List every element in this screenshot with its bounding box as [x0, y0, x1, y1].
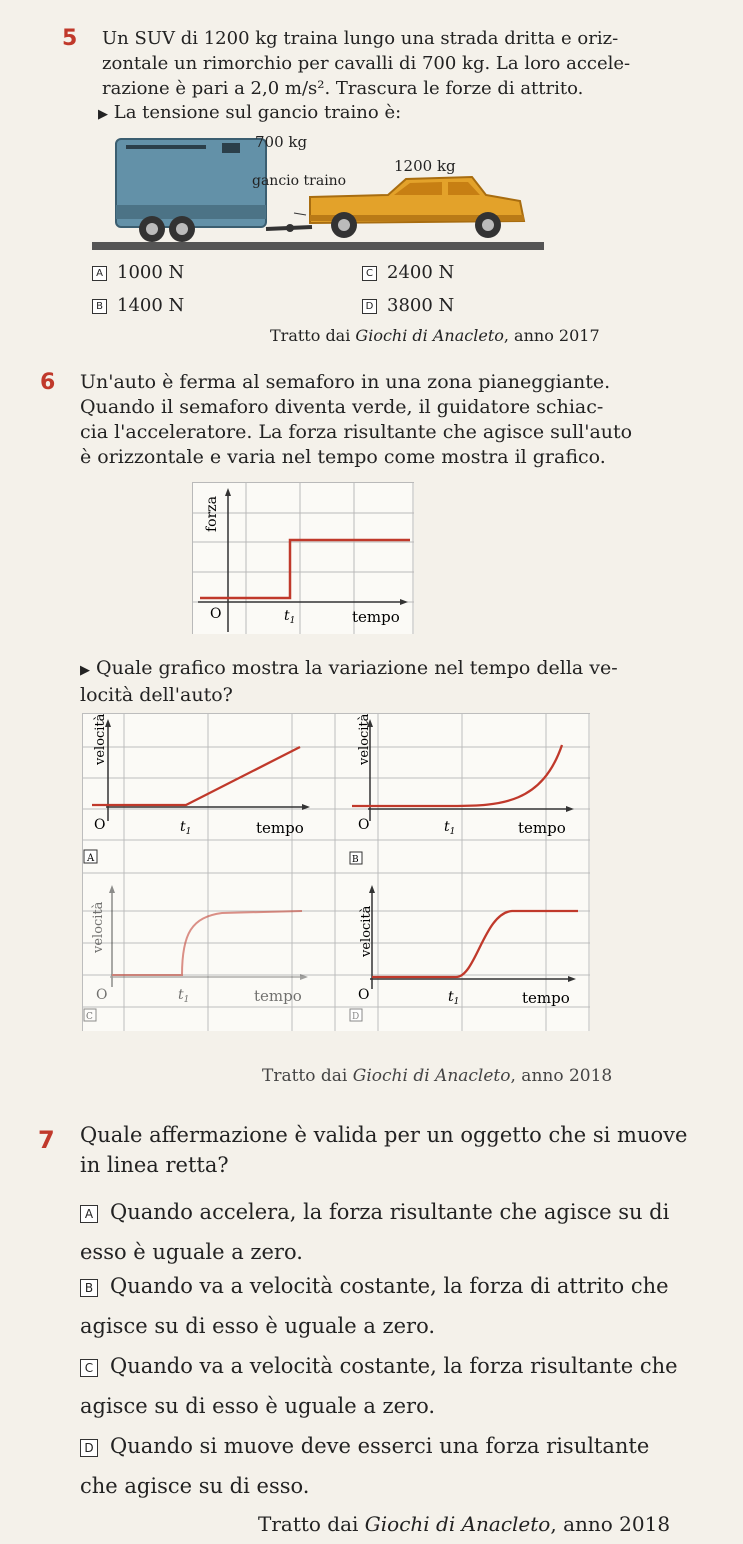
option-text: Quando accelera, la forza risultante che agisce su di: [110, 1200, 670, 1224]
option-text: 2400 N: [387, 262, 455, 283]
source-prefix: Tratto dai: [262, 1066, 353, 1086]
t1-label: $t_1$: [178, 987, 190, 1005]
y-axis-arrow-icon: [369, 885, 375, 893]
grid: [82, 713, 590, 1031]
option-text: Quando va a velocità costante, la forza risultante che: [110, 1354, 678, 1378]
q5-option-b[interactable]: [92, 293, 184, 318]
tempo-label: tempo: [256, 819, 304, 837]
y-axis-arrow-icon: [225, 488, 231, 496]
velocity-graph-c[interactable]: [84, 885, 308, 1022]
velocity-graphs-panel[interactable]: [82, 713, 590, 1031]
q7-option-d[interactable]: [80, 1426, 730, 1506]
t1-main: t: [284, 608, 290, 624]
q5-option-a[interactable]: [92, 260, 184, 285]
question-6-line: Quando il semaforo diventa verde, il guidatore schiac-: [80, 396, 604, 418]
question-5-line: razione è pari a 2,0 m/s². Trascura le forze di attrito.: [102, 78, 584, 99]
question-6-line: Un'auto è ferma al semaforo in una zona pianeggiante.: [80, 371, 611, 393]
question-5-number: 5: [62, 26, 78, 51]
source-italic: Giochi di Anacleto: [355, 326, 504, 345]
suv-mass-label: 1200 kg: [394, 157, 456, 175]
source-suffix: , anno 2018: [550, 1512, 671, 1536]
option-letter-box: B: [92, 299, 107, 314]
source-italic: Giochi di Anacleto: [364, 1512, 551, 1536]
velocity-ylabel: velocità: [357, 713, 372, 765]
option-letter-box: D: [362, 299, 377, 314]
x-axis-arrow-icon: [568, 976, 576, 982]
question-7-line: Quale affermazione è valida per un oggetto che si muove: [80, 1123, 688, 1147]
option-line: che agisce su di esso.: [80, 1474, 310, 1498]
q6-source: [262, 1066, 612, 1086]
tempo-label: tempo: [518, 819, 566, 837]
q5-option-c[interactable]: [362, 260, 454, 285]
velocity-curve: [372, 911, 578, 977]
trailer-mass-label: 700 kg: [255, 133, 308, 151]
y-axis-arrow-icon: [109, 885, 115, 893]
velocity-graph-a[interactable]: [84, 713, 310, 864]
q7-option-a[interactable]: [80, 1192, 730, 1272]
option-text: 1400 N: [117, 295, 185, 316]
source-prefix: Tratto dai: [270, 326, 356, 345]
origin-label: O: [94, 817, 106, 833]
tempo-label: tempo: [254, 987, 302, 1005]
question-6-line: è orizzontale e varia nel tempo come mostra il grafico.: [80, 446, 606, 468]
origin-label: O: [358, 817, 370, 833]
force-step-curve: [200, 540, 410, 598]
option-letter: D: [352, 1012, 360, 1022]
t1-label: $t_1$: [180, 819, 192, 837]
question-6-line: cia l'acceleratore. La forza risultante che agisce sull'auto: [80, 421, 633, 443]
force-origin: O: [210, 606, 222, 622]
prompt-line-text: Quale grafico mostra la variazione nel tempo della ve-: [96, 657, 618, 679]
option-line: agisce su di esso è uguale a zero.: [80, 1314, 436, 1338]
q5-source: [270, 326, 600, 345]
option-text: Quando si muove deve esserci una forza risultante: [110, 1434, 650, 1458]
t1-label: $t_1$: [448, 989, 460, 1007]
source-prefix: Tratto dai: [258, 1512, 365, 1536]
source-italic: Giochi di Anacleto: [352, 1066, 511, 1086]
t1-label: $t_1$: [444, 819, 456, 837]
option-letter-box: C: [362, 266, 377, 281]
force-xlabel: tempo: [352, 608, 400, 626]
force-time-graph: [192, 482, 414, 634]
q7-option-b[interactable]: [80, 1266, 730, 1346]
x-axis-arrow-icon: [400, 599, 408, 605]
option-line: [80, 1346, 730, 1386]
option-letter-box: C: [80, 1359, 98, 1377]
question-7-line: in linea retta?: [80, 1153, 229, 1177]
question-5-prompt: [98, 100, 401, 127]
q5-option-d[interactable]: [362, 293, 454, 318]
option-line: agisce su di esso è uguale a zero.: [80, 1394, 436, 1418]
option-text: Quando va a velocità costante, la forza di attrito che: [110, 1274, 669, 1298]
velocity-ylabel: velocità: [359, 905, 374, 957]
question-6-prompt-line: [80, 656, 720, 683]
velocity-graph-d[interactable]: [350, 885, 578, 1022]
question-6-number: 6: [40, 370, 56, 395]
question-7-text: [80, 1120, 730, 1180]
question-6-text: [80, 370, 720, 470]
question-6-prompt-line: locità dell'auto?: [80, 684, 233, 706]
question-5-text: [102, 26, 722, 101]
option-text: 1000 N: [117, 262, 185, 283]
option-line: [80, 1426, 730, 1466]
option-letter-box: D: [80, 1439, 98, 1457]
t1-subscript: 1: [289, 616, 296, 626]
road: [92, 242, 544, 250]
origin-label: O: [96, 987, 108, 1003]
question-7-number: 7: [38, 1126, 55, 1154]
option-line: esso è uguale a zero.: [80, 1240, 303, 1264]
option-line: [80, 1266, 730, 1306]
option-text: 3800 N: [387, 295, 455, 316]
force-t1: [284, 608, 295, 626]
force-ylabel: forza: [204, 495, 220, 532]
option-letter: C: [86, 1012, 93, 1022]
velocity-curve: [92, 747, 300, 805]
option-letter-box: B: [80, 1279, 98, 1297]
q7-source: [258, 1512, 670, 1536]
velocity-ylabel: velocità: [93, 713, 108, 765]
trailer-suv-illustration: [88, 125, 548, 251]
tow-hitch: [266, 213, 312, 232]
question-5-prompt-text: La tensione sul gancio traino è:: [113, 102, 402, 123]
horse-trailer: [116, 139, 266, 242]
question-5-line: Un SUV di 1200 kg traina lungo una strada dritta e oriz-: [102, 28, 619, 49]
arrow-bullet-icon: ▶: [98, 107, 108, 122]
option-letter: A: [87, 853, 95, 864]
source-suffix: , anno 2017: [503, 326, 600, 345]
arrow-bullet-icon: ▶: [80, 663, 90, 678]
velocity-curve: [352, 745, 562, 806]
question-5-line: zontale un rimorchio per cavalli di 700 kg. La loro accele-: [102, 53, 631, 74]
velocity-ylabel: velocità: [91, 901, 106, 953]
hitch-label: gancio traino: [252, 173, 347, 189]
option-letter: B: [352, 855, 359, 865]
source-suffix: , anno 2018: [510, 1066, 613, 1086]
option-letter-box: A: [80, 1205, 98, 1223]
question-6-prompt: [80, 656, 720, 708]
option-line: [80, 1192, 730, 1232]
option-letter-box: A: [92, 266, 107, 281]
q7-option-c[interactable]: [80, 1346, 730, 1426]
tempo-label: tempo: [522, 989, 570, 1007]
origin-label: O: [358, 987, 370, 1003]
x-axis-arrow-icon: [566, 806, 574, 812]
